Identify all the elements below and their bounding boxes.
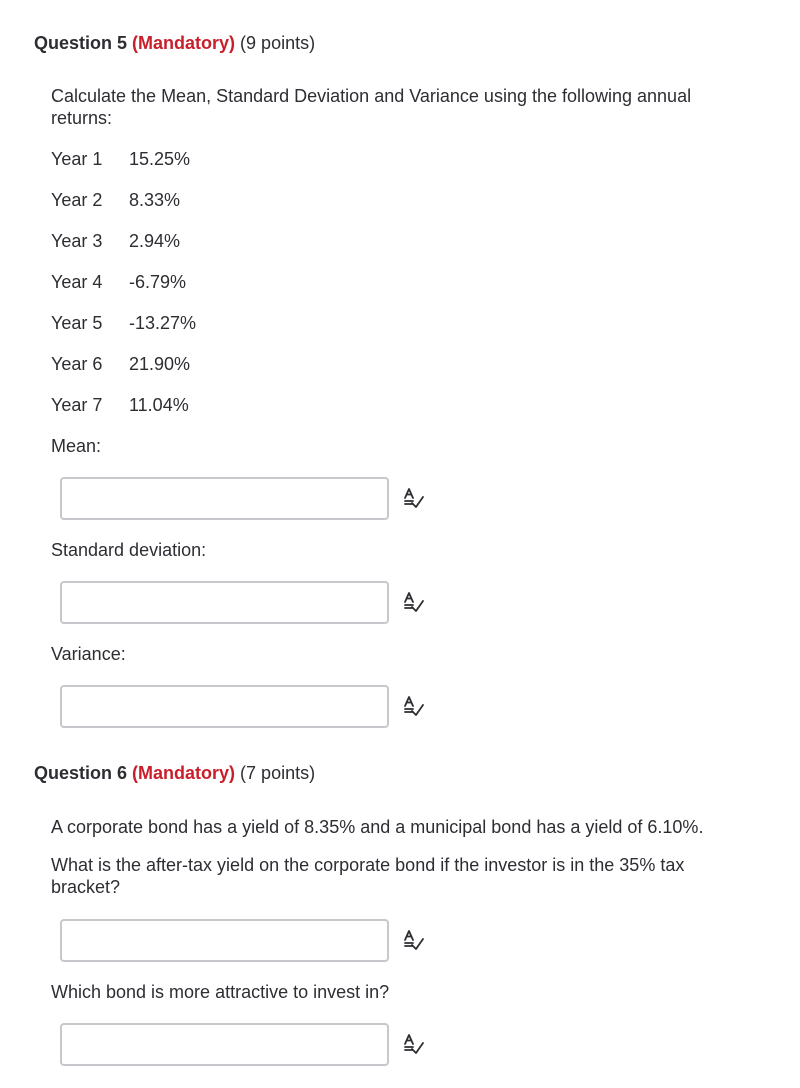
return-year: Year 2 <box>51 190 103 210</box>
return-row-3 <box>51 230 180 252</box>
return-value: 21.90% <box>129 354 191 374</box>
question-5-prompt: Calculate the Mean, Standard Deviation and Variance using the following annual returns: <box>51 86 692 128</box>
return-row-6 <box>51 353 190 375</box>
return-value: 15.25% <box>129 149 191 169</box>
after-tax-yield-input[interactable] <box>60 919 389 962</box>
return-year: Year 5 <box>51 313 103 333</box>
question-6b-text: Which bond is more attractive to invest in? <box>51 982 390 1002</box>
spell-check-button[interactable] <box>402 1032 426 1056</box>
return-value: -6.79% <box>129 272 187 292</box>
mean-label: Mean: <box>51 436 102 456</box>
spell-check-icon <box>402 928 426 952</box>
return-row-1 <box>51 148 190 170</box>
spell-check-icon <box>402 1032 426 1056</box>
spell-check-button[interactable] <box>402 928 426 952</box>
question-6-prompt: A corporate bond has a yield of 8.35% and a municipal bond has a yield of 6.10%. <box>51 817 704 837</box>
question-5-number: Question 5 <box>34 33 128 53</box>
return-year: Year 7 <box>51 395 103 415</box>
std-label: Standard deviation: <box>51 540 207 560</box>
question-6-title <box>34 763 315 784</box>
return-year: Year 3 <box>51 231 103 251</box>
mean-input[interactable] <box>60 477 389 520</box>
question-5-title <box>34 33 315 54</box>
attractive-bond-input[interactable] <box>60 1023 389 1066</box>
spell-check-button[interactable] <box>402 486 426 510</box>
return-row-7 <box>51 394 189 416</box>
question-6a-text: What is the after-tax yield on the corporate bond if the investor is in the 35% tax bracket? <box>51 855 685 897</box>
std-input[interactable] <box>60 581 389 624</box>
return-year: Year 4 <box>51 272 103 292</box>
spell-check-icon <box>402 694 426 718</box>
question-5-mandatory: (Mandatory) <box>132 33 236 53</box>
question-6-mandatory: (Mandatory) <box>132 763 236 783</box>
return-value: -13.27% <box>129 313 197 333</box>
question-6-number: Question 6 <box>34 763 128 783</box>
spell-check-icon <box>402 486 426 510</box>
return-row-5 <box>51 312 196 334</box>
return-row-4 <box>51 271 186 293</box>
variance-label: Variance: <box>51 644 126 664</box>
return-value: 2.94% <box>129 231 181 251</box>
spell-check-icon <box>402 590 426 614</box>
question-6-points: (7 points) <box>240 763 316 783</box>
return-value: 8.33% <box>129 190 181 210</box>
question-5-points: (9 points) <box>240 33 316 53</box>
return-value: 11.04% <box>129 395 189 415</box>
spell-check-button[interactable] <box>402 694 426 718</box>
return-year: Year 6 <box>51 354 103 374</box>
return-year: Year 1 <box>51 149 103 169</box>
return-row-2 <box>51 189 180 211</box>
variance-input[interactable] <box>60 685 389 728</box>
spell-check-button[interactable] <box>402 590 426 614</box>
